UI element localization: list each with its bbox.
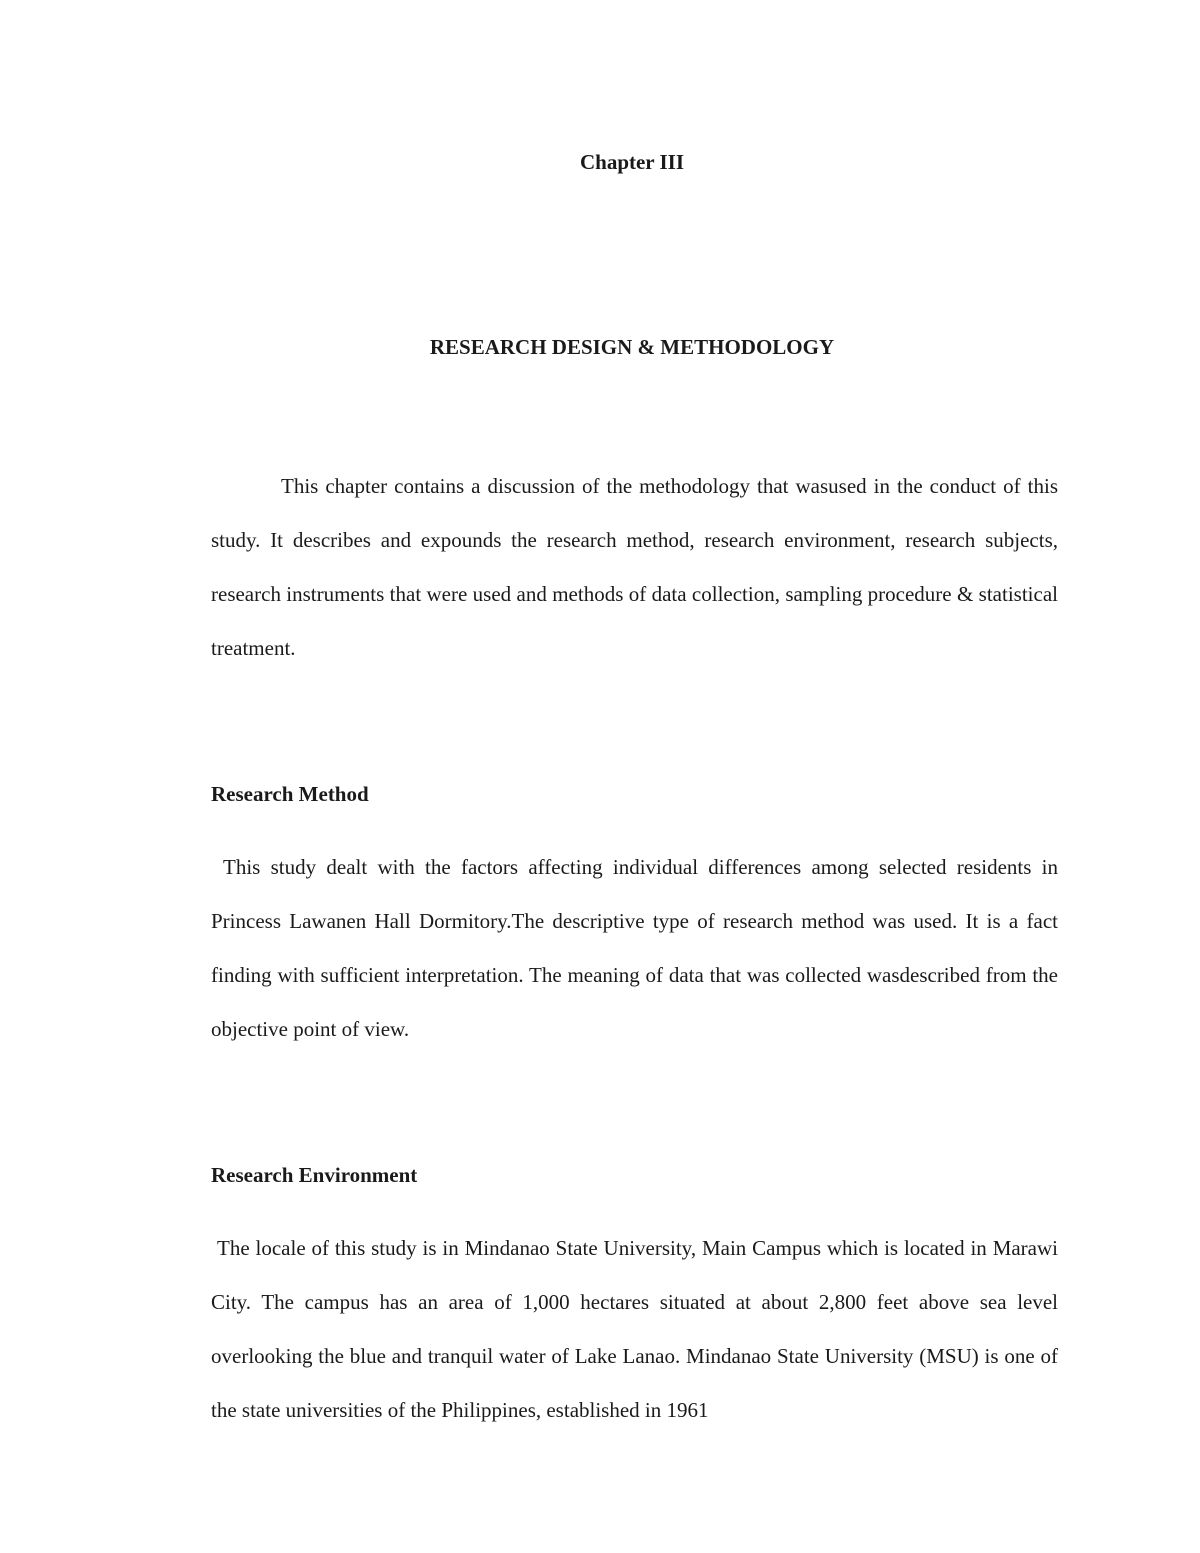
intro-paragraph: This chapter contains a discussion of the methodology that wasused in the conduct of this study. It describes and expounds the research method, research environment, research subjects, research instruments that were used and methods of data collection, sampling procedure & statistical treatment. — [211, 474, 1058, 660]
section-paragraph-research-method: This study dealt with the factors affecting individual differences among selected residents in Princess Lawanen Hall Dormitory.The descriptive type of research method was used. It is a fact finding with sufficient interpretation. The meaning of data that was collected wasdescribed from the objective point of view. — [211, 855, 1058, 1041]
section-paragraph-research-environment: The locale of this study is in Mindanao State University, Main Campus which is located in Marawi City. The campus has an area of 1,000 hectares situated at about 2,800 feet above sea level overlooking the blue and tranquil water of Lake Lanao. Mindanao State University (MSU) is one of the state universities of the Philippines, established in 1961 — [211, 1236, 1058, 1422]
page-title: RESEARCH DESIGN & METHODOLOGY — [429, 335, 835, 359]
chapter-title: Chapter III — [579, 150, 685, 174]
section-heading-research-environment: Research Environment — [211, 1163, 418, 1187]
section-heading-research-method: Research Method — [211, 782, 369, 806]
